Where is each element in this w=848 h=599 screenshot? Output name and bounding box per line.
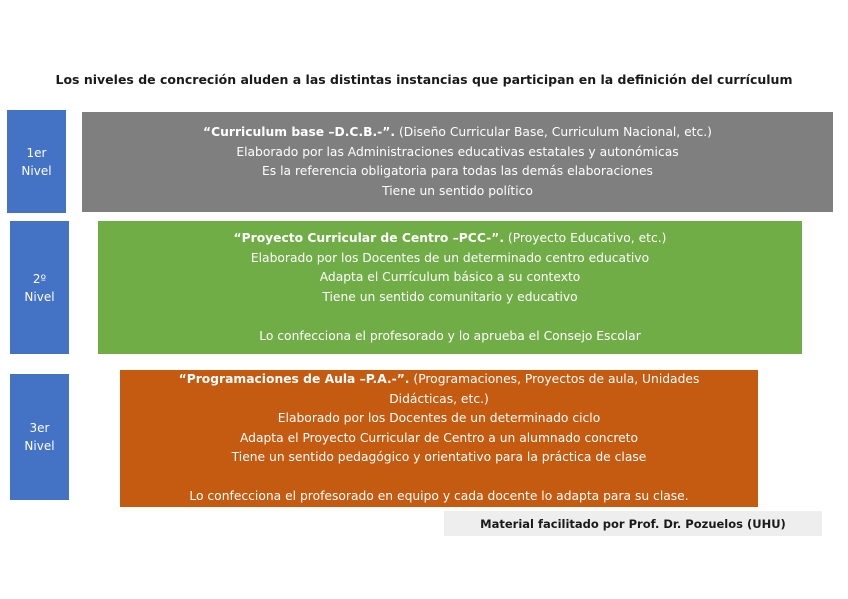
level-3-tag-label: Nivel: [24, 439, 55, 453]
level-3-heading-note: (Programaciones, Proyectos de aula, Unidades Didácticas, etc.): [389, 372, 700, 406]
level-3-heading-line: [149, 370, 729, 409]
level-3-footer: Lo confecciona el profesorado en equipo y cada docente lo adapta para su clase.: [189, 489, 689, 504]
level-1-line: Elaborado por las Administraciones educativas estatales y autonómicas: [236, 144, 679, 159]
level-2-heading-line: [234, 229, 667, 249]
level-2-line: Tiene un sentido comunitario y educativo: [322, 289, 578, 304]
level-3-box: [120, 370, 758, 507]
level-3-tag-number: 3er: [29, 421, 50, 435]
level-2-line: Elaborado por los Docentes de un determinado centro educativo: [250, 250, 650, 265]
level-1-heading: “Curriculum base –D.C.B.-”.: [203, 125, 396, 139]
level-3-line: Elaborado por los Docentes de un determinado ciclo: [277, 411, 601, 426]
level-1-box: [82, 112, 833, 212]
level-1-heading-line: [203, 123, 712, 143]
level-3-heading: “Programaciones de Aula –P.A.-”.: [178, 372, 410, 387]
credit-note: Material facilitado por Prof. Dr. Pozuelos (UHU): [444, 511, 822, 536]
level-3-tag: [10, 374, 69, 500]
level-2-tag: [10, 221, 69, 354]
level-2-footer: Lo confecciona el profesorado y lo aprueba el Consejo Escolar: [259, 328, 641, 343]
level-2-line: Adapta el Currículum básico a su contexto: [319, 270, 581, 284]
level-2-tag-label: Nivel: [24, 289, 55, 304]
level-1-tag: [7, 110, 66, 213]
diagram-title: Los niveles de concreción aluden a las distintas instancias que participan en la definición del currículum: [55, 72, 793, 87]
level-1-line: Tiene un sentido político: [382, 183, 533, 198]
level-1-heading-note: (Diseño Curricular Base, Curriculum Nacional, etc.): [395, 125, 712, 139]
level-1-tag-label: Nivel: [21, 163, 52, 178]
level-2-heading: “Proyecto Curricular de Centro –PCC-”.: [233, 231, 504, 245]
level-1-tag-number: 1er: [26, 145, 47, 160]
level-3-line: Adapta el Proyecto Curricular de Centro a un alumnado concreto: [239, 430, 639, 445]
level-2-heading-note: (Proyecto Educativo, etc.): [504, 231, 667, 245]
level-3-line: Tiene un sentido pedagógico y orientativo para la práctica de clase: [231, 450, 647, 465]
level-2-tag-number: 2º: [32, 271, 47, 286]
level-1-line: Es la referencia obligatoria para todas las demás elaboraciones: [262, 164, 653, 178]
level-2-box: [98, 221, 802, 354]
